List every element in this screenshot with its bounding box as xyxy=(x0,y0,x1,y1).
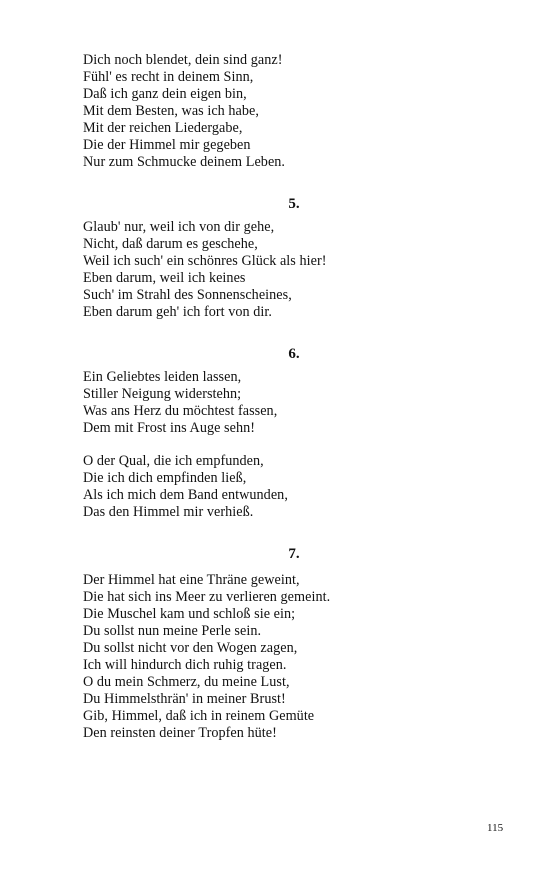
poem-line: Du Himmelsthrän' in meiner Brust! xyxy=(83,691,286,707)
poem-line: Daß ich ganz dein eigen bin, xyxy=(83,86,247,102)
section-heading: 7. xyxy=(288,546,300,562)
poem-line: Weil ich such' ein schönres Glück als hier! xyxy=(83,253,327,269)
poem-line: Eben darum geh' ich fort von dir. xyxy=(83,304,272,320)
poem-line: Dem mit Frost ins Auge sehn! xyxy=(83,420,256,436)
poem-line: Gib, Himmel, daß ich in reinem Gemüte xyxy=(83,708,315,724)
poem-line: Glaub' nur, weil ich von dir gehe, xyxy=(83,219,275,235)
poem-line: Die der Himmel mir gegeben xyxy=(83,137,251,153)
poem-line: Nur zum Schmucke deinem Leben. xyxy=(83,154,286,170)
poem-line: Dich noch blendet, dein sind ganz! xyxy=(83,52,283,68)
poem-line: Die hat sich ins Meer zu verlieren gemeint. xyxy=(83,589,331,605)
poem-line: Die Muschel kam und schloß sie ein; xyxy=(83,606,296,622)
poem-line: Stiller Neigung widerstehn; xyxy=(83,386,242,402)
poem-line: Eben darum, weil ich keines xyxy=(83,270,246,286)
poem-line: Was ans Herz du möchtest fassen, xyxy=(83,403,278,419)
poem-line: Der Himmel hat eine Thräne geweint, xyxy=(83,572,300,588)
poem-line: Als ich mich dem Band entwunden, xyxy=(83,487,288,503)
poem-line: Nicht, daß darum es geschehe, xyxy=(83,236,258,252)
poem-line: Die ich dich empfinden ließ, xyxy=(83,470,247,486)
page-number: 115 xyxy=(487,822,504,834)
section-heading: 5. xyxy=(288,196,300,212)
poem-line: Ich will hindurch dich ruhig tragen. xyxy=(83,657,287,673)
poem-line: O der Qual, die ich empfunden, xyxy=(83,453,264,469)
poem-line: Such' im Strahl des Sonnenscheines, xyxy=(83,287,292,303)
poem-line: Fühl' es recht in deinem Sinn, xyxy=(83,69,254,85)
poem-line: Den reinsten deiner Tropfen hüte! xyxy=(83,725,277,741)
poem-line: Du sollst nun meine Perle sein. xyxy=(83,623,262,639)
poem-line: Das den Himmel mir verhieß. xyxy=(83,504,254,520)
section-heading: 6. xyxy=(288,346,300,362)
poem-line: O du mein Schmerz, du meine Lust, xyxy=(83,674,290,690)
poem-line: Du sollst nicht vor den Wogen zagen, xyxy=(83,640,298,656)
poem-line: Ein Geliebtes leiden lassen, xyxy=(83,369,242,385)
poem-line: Mit dem Besten, was ich habe, xyxy=(83,103,259,119)
poem-line: Mit der reichen Liedergabe, xyxy=(83,120,243,136)
